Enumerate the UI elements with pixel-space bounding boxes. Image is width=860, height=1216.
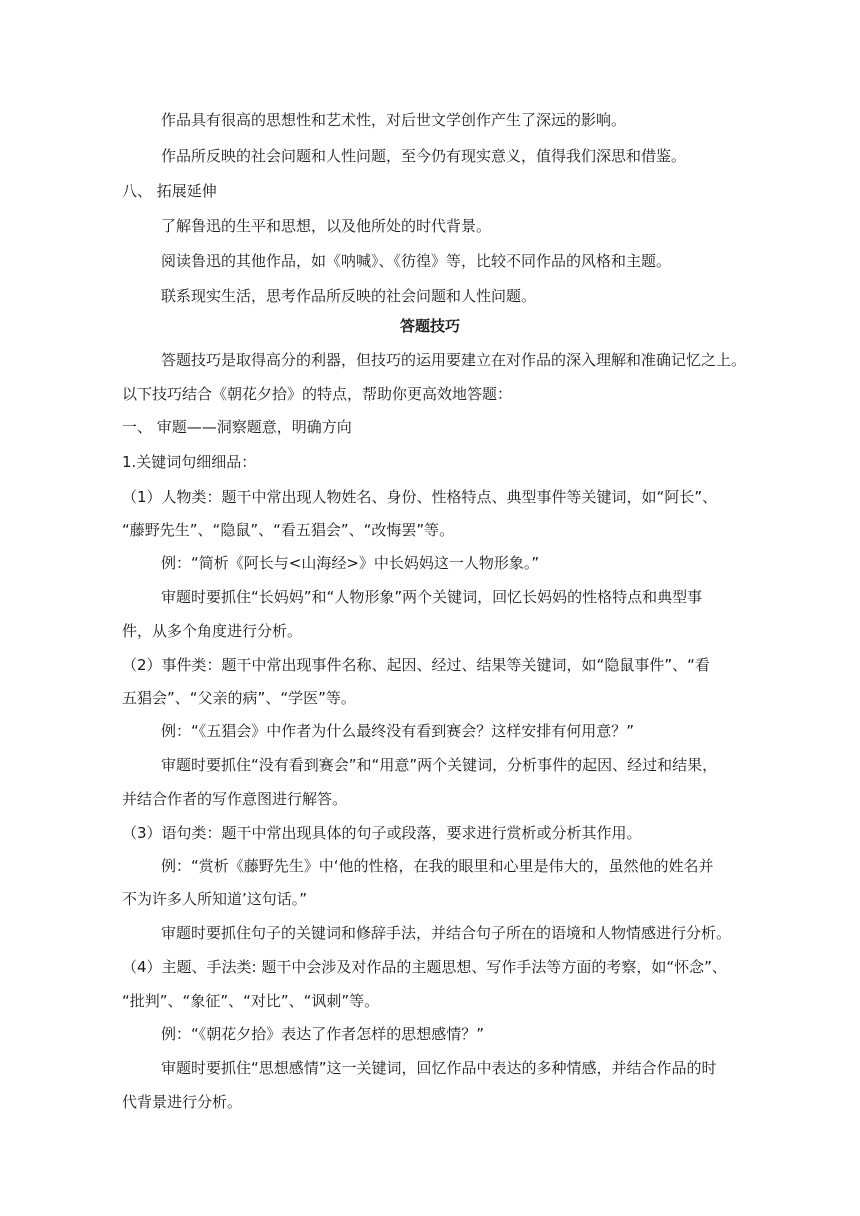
text-line: （2）事件类：题干中常出现事件名称、起因、经过、结果等关键词，如“隐鼠事件”、“看 [122,656,710,674]
text-line: 五猖会”、“父亲的病”、“学医”等。 [122,689,356,707]
text-line: 审题时要抓住“长妈妈”和“人物形象”两个关键词，回忆长妈妈的性格特点和典型事 [161,588,703,606]
text-line: “藤野先生”、“隐鼠”、“看五猖会”、“改悔罢”等。 [122,521,455,539]
text-line: 审题时要抓住“思想感情”这一关键词，回忆作品中表达的多种情感，并结合作品的时 [161,1059,717,1077]
text-line: 审题时要抓住“没有看到赛会”和“用意”两个关键词，分析事件的起因、经过和结果， [161,756,718,774]
text-line: “批判”、“象征”、“对比”、“讽刺”等。 [122,992,380,1010]
example-line: 例：“《五猖会》中作者为什么最终没有看到赛会？这样安排有何用意？” [161,722,635,740]
text-line: 代背景进行分析。 [122,1093,243,1111]
example-line: 例：“赏析《藤野先生》中‘他的性格，在我的眼里和心里是伟大的，虽然他的姓名并 [161,857,714,875]
text-line: 审题时要抓住句子的关键词和修辞手法，并结合句子所在的语境和人物情感进行分析。 [161,924,732,942]
text-line: 不为许多人所知道’这句话。” [122,890,308,908]
text-line: 阅读鲁迅的其他作品，如《呐喊》、《彷徨》等，比较不同作品的风格和主题。 [161,252,672,270]
text-line: （1）人物类：题干中常出现人物姓名、身份、性格特点、典型事件等关键词，如“阿长”、 [122,488,718,506]
text-line: （3）语句类：题干中常出现具体的句子或段落，要求进行赏析或分析其作用。 [122,824,642,842]
text-line: 联系现实生活，思考作品所反映的社会问题和人性问题。 [161,287,537,305]
example-line: 例：“简析《阿长与<山海经>》中长妈妈这一人物形象。” [161,554,540,572]
text-line: 件，从多个角度进行分析。 [122,622,303,640]
text-line: 以下技巧结合《朝花夕拾》的特点，帮助你更高效地答题： [122,385,513,403]
section-heading: 一、 审题——洞察题意，明确方向 [122,418,352,436]
page-title: 答题技巧 [399,317,460,335]
section-heading: 八、 拓展延伸 [122,182,217,200]
subheading: 1.关键词句细细品： [122,453,257,471]
example-line: 例：“《朝花夕拾》表达了作者怎样的思想感情？” [161,1025,485,1043]
text-line: （4）主题、手法类: 题干中会涉及对作品的主题思想、写作手法等方面的考察，如“怀念”、 [122,958,727,976]
text-line: 了解鲁迅的生平和思想，以及他所处的时代背景。 [161,217,492,235]
text-line: 作品具有很高的思想性和艺术性，对后世文学创作产生了深远的影响。 [161,111,627,129]
text-line: 作品所反映的社会问题和人性问题，至今仍有现实意义，值得我们深思和借鉴。 [161,147,687,165]
text-line: 并结合作者的写作意图进行解答。 [122,790,348,808]
text-line: 答题技巧是取得高分的利器，但技巧的运用要建立在对作品的深入理解和准确记忆之上。 [161,351,747,369]
